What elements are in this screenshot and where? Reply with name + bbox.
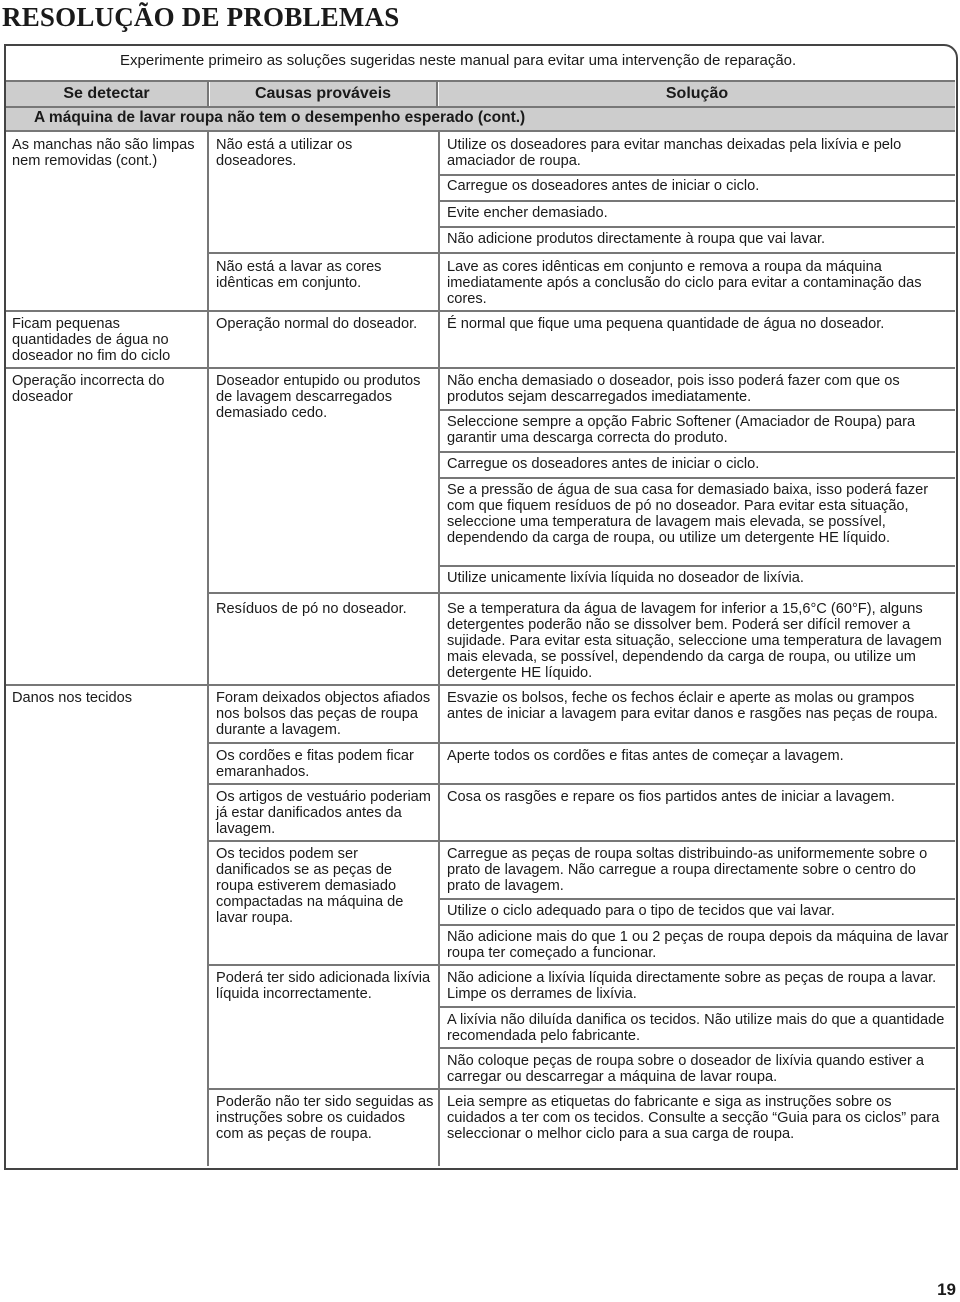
solution-cell: Utilize unicamente lixívia líquida no doseador de lixívia. <box>447 570 804 586</box>
solution-cell: Se a pressão de água de sua casa for demasiado baixa, isso poderá fazer com que fiquem resíduos de pó no doseador. Para evitar esta situação, seleccione uma temperatura de lavagem mais elevada, se possível, dependendo da carga de roupa, ou utilize um detergente HE líquido. <box>447 482 929 546</box>
solution-cell: Leia sempre as etiquetas do fabricante e siga as instruções sobre os cuidados a ter com os tecidos. Consulte a secção “Guia para os ciclos” para seleccionar o melhor ciclo para a sua carga de roupa. <box>447 1094 940 1142</box>
row-divider <box>439 1047 955 1049</box>
row-divider <box>209 783 955 785</box>
solution-cell: Cosa os rasgões e repare os fios partidos antes de iniciar a lavagem. <box>447 789 895 805</box>
intro-text: Experimente primeiro as soluções sugeridas neste manual para evitar uma intervenção de reparação. <box>120 52 797 69</box>
row-divider <box>439 565 955 567</box>
row-divider <box>209 252 955 254</box>
cause-cell: Os tecidos podem ser danificados se as peças de roupa estiverem demasiado compactadas na máquina de lavar roupa. <box>216 846 404 926</box>
row-divider <box>439 174 955 176</box>
header-solution: Solução <box>439 82 955 106</box>
row-divider <box>209 964 955 966</box>
row-divider <box>439 924 955 926</box>
header-detect: Se detectar <box>6 82 207 106</box>
row-divider <box>439 200 955 202</box>
cause-cell: Não está a lavar as cores idênticas em conjunto. <box>216 259 382 291</box>
solution-cell: Seleccione sempre a opção Fabric Softener (Amaciador de Roupa) para garantir uma descarga correcta do produto. <box>447 414 916 446</box>
page-title: RESOLUÇÃO DE PROBLEMAS <box>2 2 400 32</box>
row-divider <box>6 80 955 82</box>
cause-cell: Não está a utilizar os doseadores. <box>216 137 353 169</box>
row-divider <box>6 130 955 132</box>
page-number: 19 <box>937 1280 956 1299</box>
row-divider <box>209 1088 955 1090</box>
cause-cell: Foram deixados objectos afiados nos bolsos das peças de roupa durante a lavagem. <box>216 690 431 738</box>
row-divider <box>209 742 955 744</box>
solution-cell: Não adicione produtos directamente à roupa que vai lavar. <box>447 231 826 247</box>
row-divider <box>439 1006 955 1008</box>
section-subheader <box>6 107 955 130</box>
row-divider <box>439 409 955 411</box>
cause-cell: Poderá ter sido adicionada lixívia líquida incorrectamente. <box>216 970 431 1002</box>
row-divider <box>209 592 955 594</box>
row-divider <box>439 898 955 900</box>
solution-cell: Carregue os doseadores antes de iniciar o ciclo. <box>447 456 760 472</box>
solution-cell: É normal que fique uma pequena quantidade de água no doseador. <box>447 316 885 332</box>
subheader-text: A máquina de lavar roupa não tem o desempenho esperado (cont.) <box>34 109 526 126</box>
solution-cell: Não adicione mais do que 1 ou 2 peças de roupa depois da máquina de lavar roupa ter começado a funcionar. <box>447 929 949 961</box>
problem-cell: Danos nos tecidos <box>12 690 133 706</box>
cause-cell: Doseador entupido ou produtos de lavagem descarregados demasiado cedo. <box>216 373 421 421</box>
solution-cell: Lave as cores idênticas em conjunto e remova a roupa da máquina imediatamente após a conclusão do ciclo para evitar a contaminação das cores. <box>447 259 922 307</box>
cause-cell: Resíduos de pó no doseador. <box>216 601 407 617</box>
solution-cell: Evite encher demasiado. <box>447 205 608 221</box>
solution-cell: Carregue os doseadores antes de iniciar o ciclo. <box>447 178 760 194</box>
row-divider <box>209 840 955 842</box>
row-divider <box>6 684 955 686</box>
row-divider <box>439 226 955 228</box>
row-divider <box>439 451 955 453</box>
row-divider <box>6 106 955 108</box>
solution-cell: A lixívia não diluída danifica os tecidos. Não utilize mais do que a quantidade recomendada pelo fabricante. <box>447 1012 945 1044</box>
solution-cell: Não coloque peças de roupa sobre o doseador de lixívia quando estiver a carregar ou descarregar a máquina de lavar roupa. <box>447 1053 925 1085</box>
solution-cell: Se a temperatura da água de lavagem for inferior a 15,6°C (60°F), alguns detergentes poderão não se dissolver bem. Poderá ser difícil remover a sujidade. Para evitar esta situação, seleccione uma temperatura de lavagem mais elevada, se possível, dependendo da carga de roupa, ou utilize um detergente HE líquido. <box>447 601 942 681</box>
row-divider <box>6 367 955 369</box>
problem-cell: Ficam pequenas quantidades de água no doseador no fim do ciclo <box>12 316 171 364</box>
solution-cell: Utilize o ciclo adequado para o tipo de tecidos que vai lavar. <box>447 903 835 919</box>
solution-cell: Aperte todos os cordões e fitas antes de começar a lavagem. <box>447 748 844 764</box>
column-divider <box>438 130 440 1166</box>
solution-cell: Esvazie os bolsos, feche os fechos éclair e aperte as molas ou grampos antes de iniciar a lavagem para evitar danos e rasgões nas peças de roupa. <box>447 690 938 722</box>
row-divider <box>6 310 955 312</box>
column-divider <box>207 82 209 107</box>
column-divider <box>436 82 438 107</box>
solution-cell: Não encha demasiado o doseador, pois isso poderá fazer com que os produtos sejam descarregados imediatamente. <box>447 373 900 405</box>
problem-cell: As manchas não são limpas nem removidas (cont.) <box>12 137 195 169</box>
cause-cell: Os artigos de vestuário poderiam já estar danificados antes da lavagem. <box>216 789 431 837</box>
header-causes: Causas prováveis <box>210 82 436 106</box>
solution-cell: Carregue as peças de roupa soltas distribuindo-as uniformemente sobre o prato de lavagem. Não carregue a roupa directamente sobre o centro do prato de lavagem. <box>447 846 928 894</box>
solution-cell: Não adicione a lixívia líquida directamente sobre as peças de roupa a lavar. Limpe os derrames de lixívia. <box>447 970 937 1002</box>
cause-cell: Operação normal do doseador. <box>216 316 418 332</box>
cause-cell: Poderão não ter sido seguidas as instruções sobre os cuidados com as peças de roupa. <box>216 1094 434 1142</box>
row-divider <box>439 477 955 479</box>
column-divider <box>207 130 209 1166</box>
cause-cell: Os cordões e fitas podem ficar emaranhados. <box>216 748 414 780</box>
solution-cell: Utilize os doseadores para evitar manchas deixadas pela lixívia e pelo amaciador de roupa. <box>447 137 902 169</box>
problem-cell: Operação incorrecta do doseador <box>12 373 165 405</box>
